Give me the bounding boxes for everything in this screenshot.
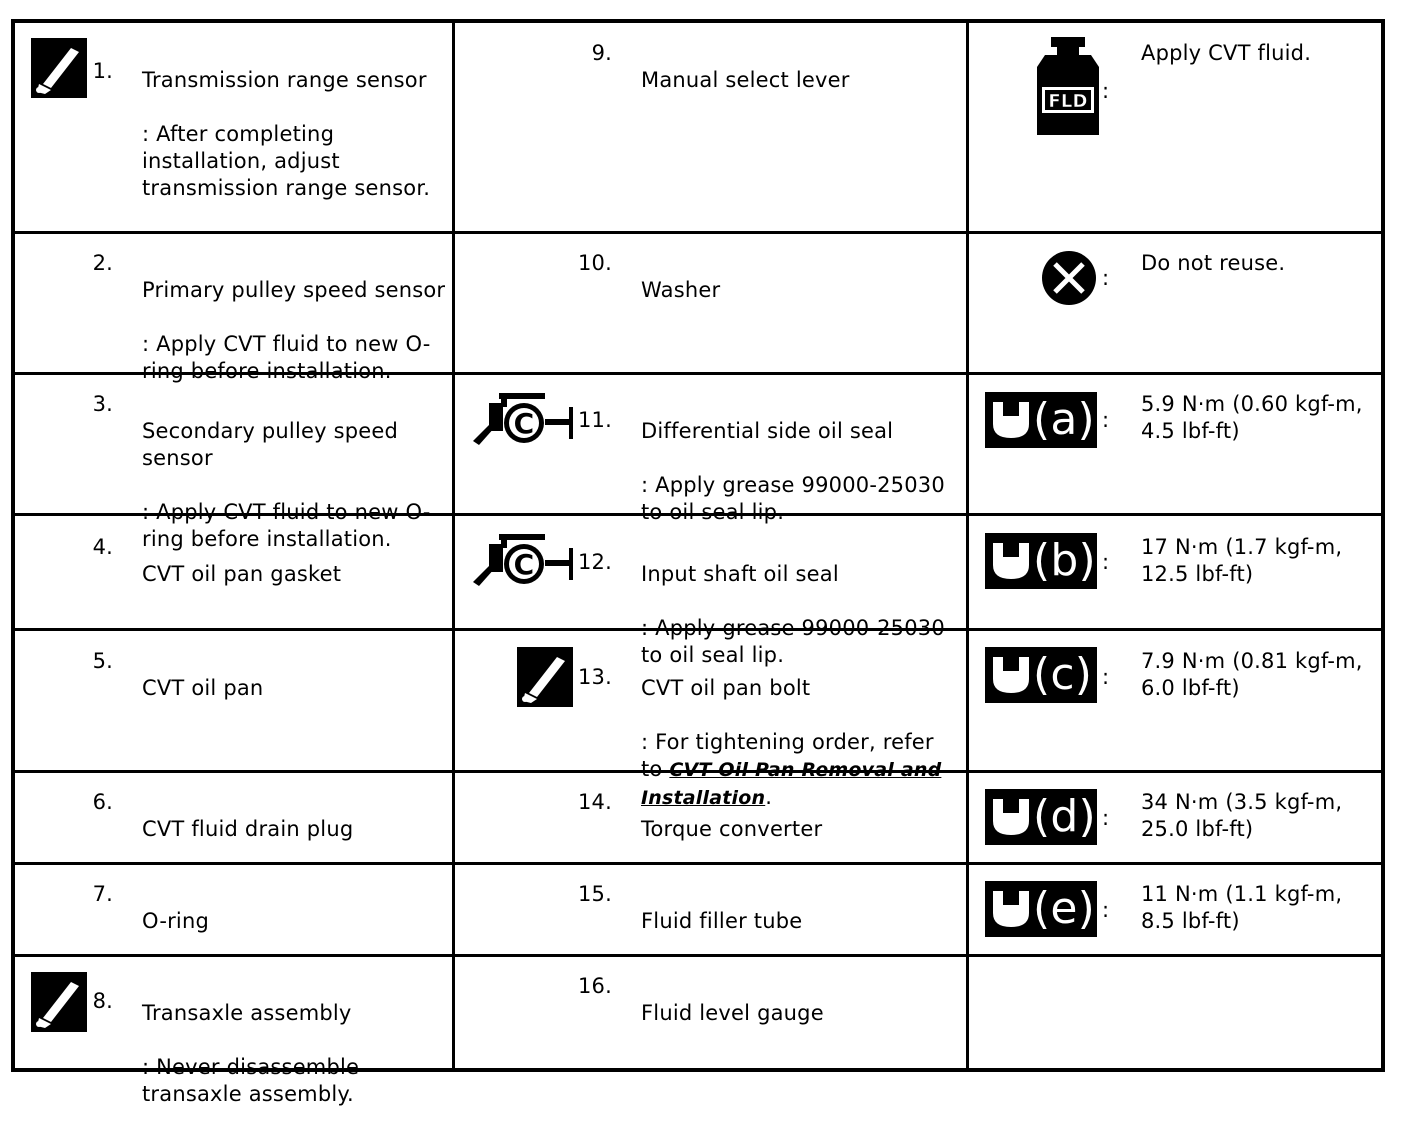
item-number: 3. — [92, 392, 113, 416]
table-cell-item-4 — [15, 516, 452, 628]
legend-colon: : — [1102, 898, 1110, 922]
torque-letter: (c) — [1033, 649, 1093, 700]
item-description — [641, 973, 961, 1054]
item-note: : Apply grease 99000-25030 to oil seal lip. — [641, 616, 945, 667]
legend-text: 11 N·m (1.1 kgf-m, 8.5 lbf-ft) — [1141, 882, 1343, 933]
fld-label: FLD — [1048, 91, 1088, 112]
item-title: O-ring — [142, 909, 209, 933]
table-cell-item-5 — [15, 631, 452, 770]
torque-wrench-icon — [985, 881, 1097, 937]
legend-text: Apply CVT fluid. — [1141, 41, 1312, 65]
legend-colon: : — [1102, 266, 1110, 290]
table-cell-item-14 — [455, 773, 966, 862]
item-number: 2. — [92, 251, 113, 275]
wrench-icon — [989, 539, 1033, 583]
table-border-right — [1381, 19, 1385, 1072]
item-number: 11. — [578, 408, 612, 432]
torque-letter: (e) — [1033, 883, 1096, 934]
item-description — [142, 789, 447, 870]
torque-letter: (d) — [1033, 791, 1096, 842]
table-cell-item-7 — [15, 865, 452, 954]
item-note-text: : For tightening order, refer to — [641, 730, 934, 781]
item-number: 4. — [92, 535, 113, 559]
table-cell-item-10 — [455, 234, 966, 372]
legend-colon: : — [1102, 408, 1110, 432]
item-note: : Apply grease 99000-25030 to oil seal lip. — [641, 473, 945, 524]
legend-cell-empty — [969, 957, 1381, 1068]
item-number: 13. — [578, 665, 612, 689]
item-description — [641, 250, 961, 331]
item-number: 6. — [92, 790, 113, 814]
item-number: 15. — [578, 882, 612, 906]
item-description — [142, 881, 447, 962]
item-title: CVT oil pan gasket — [142, 562, 342, 586]
table-cell-item-2 — [15, 234, 452, 383]
item-note-end: . — [765, 785, 773, 809]
item-title: CVT oil pan bolt — [641, 676, 811, 700]
item-note: : Apply CVT fluid to new O-ring before installation. — [142, 332, 431, 383]
table-cell-item-3 — [15, 375, 452, 551]
table-cell-item-16 — [455, 957, 966, 1068]
item-title: Primary pulley speed sensor — [142, 278, 446, 302]
legend-text: 17 N·m (1.7 kgf-m, 12.5 lbf-ft) — [1141, 535, 1343, 586]
item-note: : Never disassemble transaxle assembly. — [142, 1055, 360, 1106]
table-cell-item-8 — [15, 957, 452, 1106]
table-cell-item-12 — [455, 516, 966, 667]
cvt-oil-pan-link[interactable]: CVT Oil Pan Removal and Installation — [641, 759, 942, 809]
item-number: 8. — [92, 989, 113, 1013]
legend-cell-torque-e — [969, 865, 1381, 954]
item-title: CVT fluid drain plug — [142, 817, 354, 841]
torque-letter: (b) — [1033, 535, 1096, 586]
item-description — [641, 789, 961, 870]
item-number: 14. — [578, 790, 612, 814]
legend-text: 34 N·m (3.5 kgf-m, 25.0 lbf-ft) — [1141, 790, 1343, 841]
item-title: Input shaft oil seal — [641, 562, 839, 586]
torque-wrench-icon — [985, 789, 1097, 845]
legend-cell-torque-a — [969, 375, 1381, 513]
item-description — [142, 534, 447, 615]
item-note: : After completing installation, adjust transmission range sensor. — [142, 122, 431, 200]
legend-cell-fluid — [969, 23, 1381, 231]
legend-colon: : — [1102, 79, 1110, 103]
legend-text: 5.9 N·m (0.60 kgf-m, 4.5 lbf-ft) — [1141, 392, 1363, 443]
item-description — [142, 648, 447, 729]
item-number: 7. — [92, 882, 113, 906]
fld-bottle-icon — [1037, 37, 1099, 135]
legend-cell-torque-d — [969, 773, 1381, 862]
legend-cell-torque-c — [969, 631, 1381, 770]
item-title: Differential side oil seal — [641, 419, 894, 443]
item-description — [142, 40, 442, 229]
wrench-icon — [989, 653, 1033, 697]
item-description — [641, 881, 961, 962]
table-cell-item-1 — [15, 23, 452, 231]
item-title: Transmission range sensor — [142, 68, 427, 92]
table-cell-item-15 — [455, 865, 966, 954]
torque-wrench-icon — [985, 533, 1097, 589]
legend-colon: : — [1102, 806, 1110, 830]
grease-letter: C — [513, 548, 535, 581]
legend-cell-do-not-reuse — [969, 234, 1381, 372]
legend-cell-torque-b — [969, 516, 1381, 628]
item-number: 10. — [578, 251, 612, 275]
item-description — [142, 973, 447, 1135]
grease-letter: C — [513, 407, 535, 440]
item-number: 12. — [578, 550, 612, 574]
torque-wrench-icon — [985, 647, 1097, 703]
item-number: 1. — [92, 59, 113, 83]
item-number: 5. — [92, 649, 113, 673]
legend-colon: : — [1102, 550, 1110, 574]
item-title: CVT oil pan — [142, 676, 264, 700]
item-title: Washer — [641, 278, 721, 302]
item-title: Transaxle assembly — [142, 1001, 352, 1025]
item-note: : Apply CVT fluid to new O-ring before installation. — [142, 500, 431, 551]
torque-wrench-icon — [985, 392, 1097, 448]
table-cell-item-6 — [15, 773, 452, 862]
item-title: Secondary pulley speed sensor — [142, 419, 399, 470]
legend-text: 7.9 N·m (0.81 kgf-m, 6.0 lbf-ft) — [1141, 649, 1363, 700]
table-cell-item-9 — [455, 23, 966, 231]
item-number: 9. — [591, 41, 612, 65]
item-description — [641, 40, 961, 121]
legend-text: Do not reuse. — [1141, 251, 1286, 275]
table-cell-item-11 — [455, 375, 966, 524]
legend-colon: : — [1102, 665, 1110, 689]
item-title: Fluid level gauge — [641, 1001, 824, 1025]
wrench-icon — [989, 795, 1033, 839]
item-title: Torque converter — [641, 817, 823, 841]
item-number: 16. — [578, 974, 612, 998]
wrench-icon — [989, 398, 1033, 442]
wrench-icon — [989, 887, 1033, 931]
torque-letter: (a) — [1033, 394, 1095, 445]
item-title: Fluid filler tube — [641, 909, 803, 933]
do-not-reuse-icon — [1041, 250, 1097, 306]
item-title: Manual select lever — [641, 68, 850, 92]
